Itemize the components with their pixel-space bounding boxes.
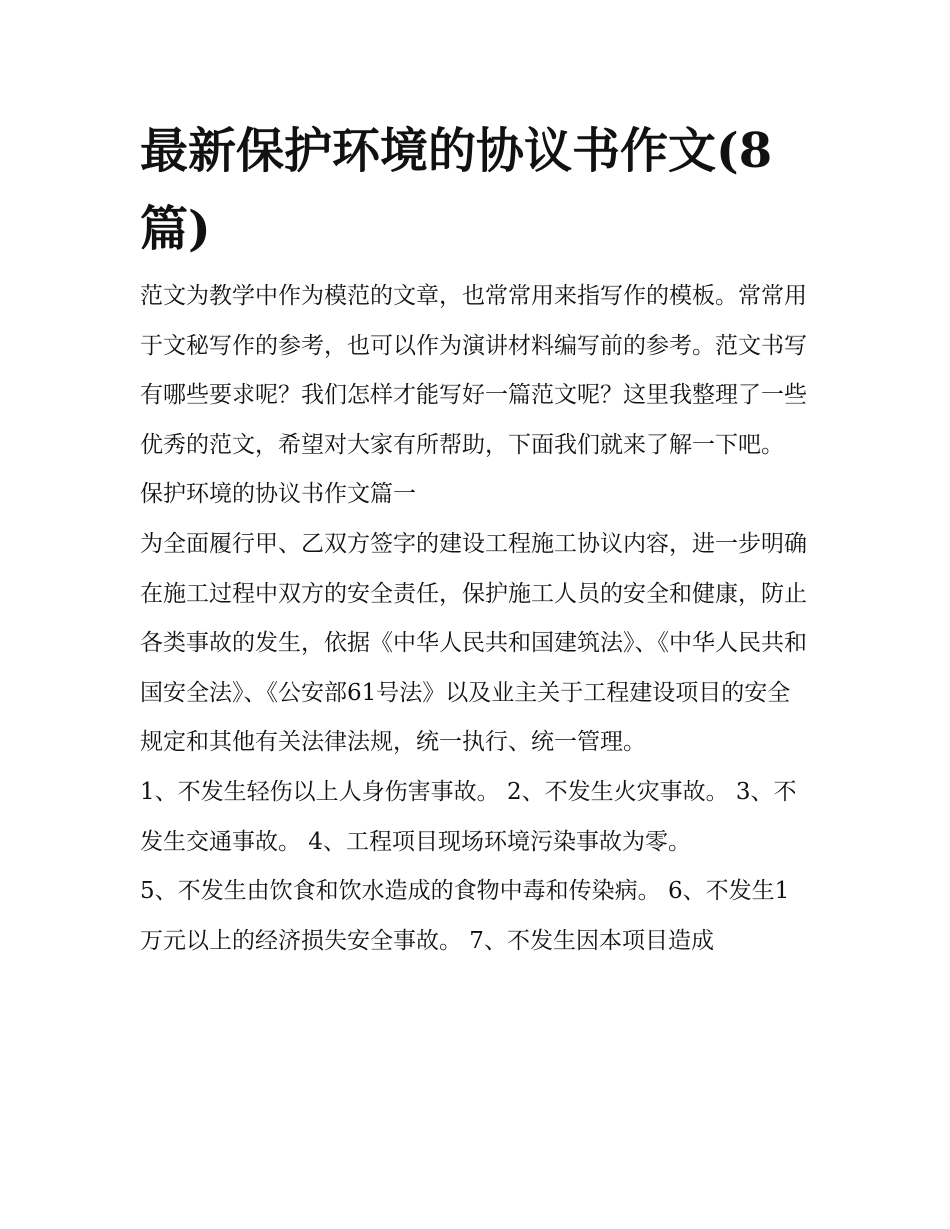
- intro-paragraph: 范文为教学中作为模范的文章，也常常用来指写作的模板。常常用于文秘写作的参考，也可以作为演讲材料编写前的参考。范文书写有哪些要求呢？我们怎样才能写好一篇范文呢？这里我整理了一些优秀的范文，希望对大家有所帮助，下面我们就来了解一下吧。: [140, 283, 807, 458]
- paragraph-2: 1、不发生轻伤以上人身伤害事故。 2、不发生火灾事故。 3、不发生交通事故。 4、工程项目现场环境污染事故为零。: [140, 778, 797, 855]
- document-content: [140, 272, 812, 966]
- document-title: 最新保护环境的协议书作文(8篇): [140, 123, 773, 257]
- document-body: [140, 112, 812, 966]
- paragraph-3: 5、不发生由饮食和饮水造成的食物中毒和传染病。 6、不发生1万元以上的经济损失安全事故。 7、不发生因本项目造成: [140, 878, 790, 954]
- section-heading: 保护环境的协议书作文篇一: [140, 481, 416, 508]
- paragraph-1: 为全面履行甲、乙双方签字的建设工程施工协议内容，进一步明确在施工过程中双方的安全责任，保护施工人员的安全和健康，防止各类事故的发生，依据《中华人民共和国建筑法》、《中华人民共和国安全法》、《公安部61号法》以及业主关于工程建设项目的安全规定和其他有关法律法规，统一执行、统一管理。: [140, 530, 807, 756]
